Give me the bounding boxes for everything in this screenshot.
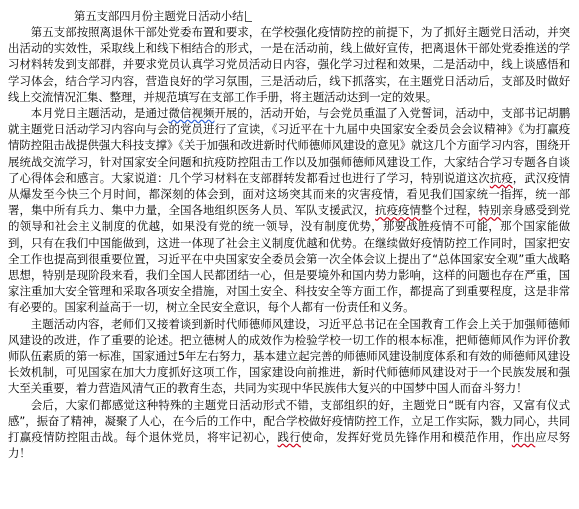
document-body [8,8,570,461]
paragraph-list [8,24,570,461]
marked-text-run: 践行 [277,430,301,445]
text-run: 应尽努力！ [8,430,570,461]
title-text: 第五支部四月份主题党日活动小结 [74,9,244,23]
marked-text-run: 微信视频 [168,106,215,121]
paragraph [8,105,570,316]
marked-text-run: 特别 [478,203,502,218]
text-run: 使命，发挥好党员先锋作用和模范作用， [300,430,512,445]
paragraph [8,24,570,105]
text-run: 整个过程， [421,203,479,218]
text-run: 开展的，活动开始，与会党员重温了入党誓词，活动中，支部书记胡鹏就主题党日活动学习内容向与会的党员进行了宣读，《习近平在十九届中央国家安全委员会会议精神》《为打赢疫情防控阻击战提供强大科技支撑》《关于加强和改进新时代师德师风建设的意见》就这几个方面学习内容，围绕开展统战交流学习，针对国家安全问题和抗疫防控阻击工作以及加强师德师风建设工作，大家结合学习专题各自谈了心得体会和感言。大家说道：几个学习材料在支部群转发都看过也进行了学习，特别说道这次 [8,106,570,185]
text-run: 亲身感受到党的领导和社会主义制度的优越，如果没有党的统一领导，没有制度优势，那要战胜疫情不可能，那个国家能做到，只有在我们中国能做到，这进一体现了社会主义制度优越和优势。在继续做好疫情防控工作同时，国家把安全工作也提高到很重要位置，习近平在中央国家安全委员会第一次全体会议上提出了“总体国家安全观”重大战略思想，特别是现阶段来看，我们全国人民都团结一心，但是要境外和国内势力影响，这样的问题也存在严重，国家注重加大安全管理和采取各项安全措施，对国土安全、科技安全等方面工作，都提高了到重要程度，这是非常有必要的。国家利益高于一切，树立全民安全意识，每个人都有一份责任和义务。 [8,203,570,315]
text-run: 主题活动内容，老师们又接着谈到新时代师德师风建设，习近平总书记在全国教育工作会上关于加强师德师风建设的改进，作了重要的论述。把立德树人的成效作为检验学校一切工作的根本标准，把师德师风作为评价教师队伍素质的第一标准，国家通过5年左右努力，基本建立起完善的师德师风建设制度体系和有效的师德师风建设长效机制，可见国家在加大力度抓好这项工作，国家建设向前推进，新时代师德师风建设对于一个民族发展和强大至关重要，着力营造风清气正的教育生态，共同为实现中华民族伟大复兴的中国梦中国人而奋斗努力！ [8,316,570,396]
marked-text-run: 抗疫疫情 [375,203,421,218]
text-run: ，武汉疫情从爆发至今快三个月时间，都深刻的体会到，面对这场突其而来的灾害疫情，看见我们国家统一指挥，统一部署，集中所有兵力、集中力量，全国各地组织医务人员、军队支援武汉， [8,170,570,218]
paragraph [8,316,570,397]
paragraph [8,397,570,462]
text-run: 第五支部按照离退休干部处党委布置和要求，在学校强化疫情防控的前提下，为了抓好主题党日活动，并突出活动的实效性，采取线上和线下相结合的形式，一是在活动前，线上做好宣传，把离退休干部处党委推送的学习材料转发到支部群，并要求党员认真学习党员活动日内容，强化学习过程和效果，二是活动中，线上谈感悟和学习体会，结合学习内容，营造良好的学习氛围，三是活动后，线下抓落实，在主题党日活动后，支部及时做好线上交流情况汇集、整理，并规范填写在支部工作手册，将主题活动达到一定的效果。 [8,25,570,104]
marked-text-run: 作出 [511,430,536,445]
marked-text-run: 抗疫 [489,170,513,185]
text-run: 会后，大家们都感觉这种特殊的主题党日活动形式不错，支部组织的好，主题党日“既有内容，又富有仪式感”，振奋了精神，凝聚了人心，在今后的工作中，配合学校做好疫情防控工作，立足工作实际，戮力同心，共同打赢疫情防控阻击战。每个退休党员，将牢记初心， [8,397,570,445]
document-title [8,8,570,24]
text-run: 本月党日主题活动，是通过 [30,106,169,121]
text-cursor-icon [245,11,252,22]
